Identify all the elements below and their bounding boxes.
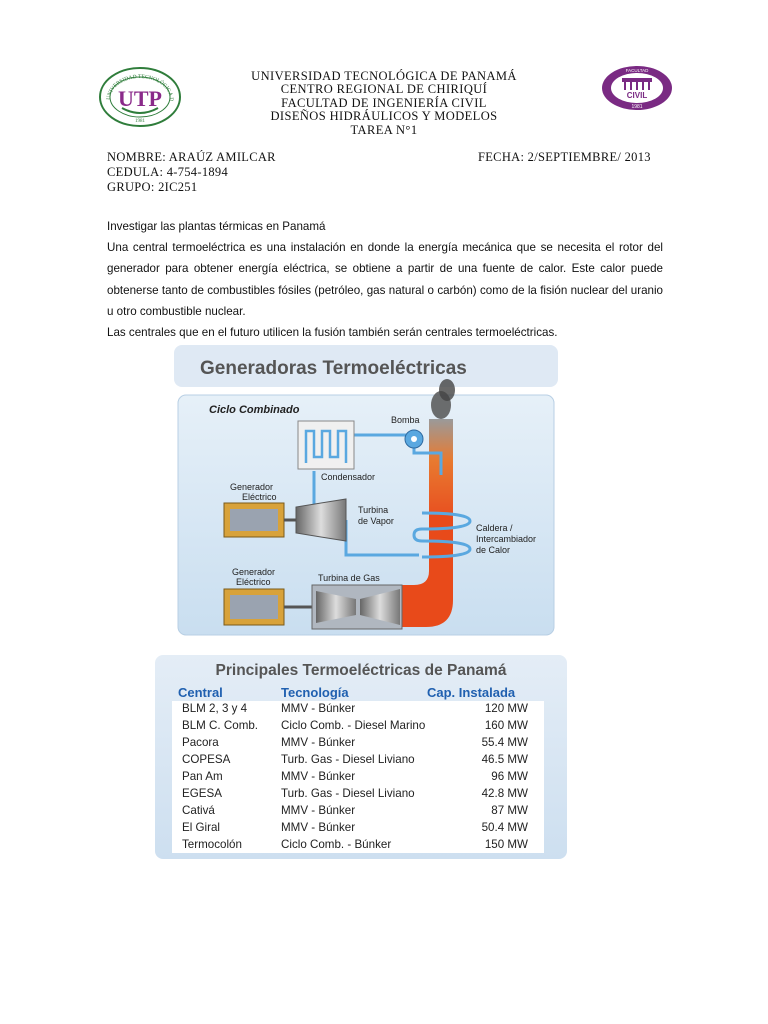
- cell-central: Pan Am: [182, 770, 223, 783]
- faculty: FACULTAD DE INGENIERÍA CIVIL: [281, 95, 487, 110]
- steam-turbine: [296, 499, 346, 541]
- cell-tecnologia: MMV - Búnker: [281, 770, 356, 783]
- column-header-capacidad: Cap. Instalada: [427, 685, 516, 700]
- cell-capacidad: 50.4 MW: [481, 821, 528, 834]
- civil-logo-top-text: FACULTAD: [625, 68, 649, 73]
- student-name: NOMBRE: ARAÚZ AMILCAR: [107, 150, 276, 164]
- cell-tecnologia: Turb. Gas - Diesel Liviano: [281, 753, 415, 766]
- table-row: [172, 735, 544, 752]
- column-header-central: Central: [178, 685, 223, 700]
- cell-tecnologia: MMV - Búnker: [281, 702, 356, 715]
- table-row: [172, 837, 544, 854]
- diagram-subtitle: Ciclo Combinado: [209, 404, 300, 416]
- cell-tecnologia: MMV - Búnker: [281, 804, 356, 817]
- cell-central: El Giral: [182, 821, 221, 834]
- cell-tecnologia: Turb. Gas - Diesel Liviano: [281, 787, 415, 800]
- label-turbina-gas: Turbina de Gas: [318, 573, 380, 583]
- cell-tecnologia: Ciclo Comb. - Búnker: [281, 838, 392, 851]
- utp-logo-letters: UTP: [118, 86, 162, 111]
- label-generador1-line2: Eléctrico: [242, 492, 277, 502]
- table-body: [172, 701, 544, 853]
- cell-tecnologia: Ciclo Comb. - Diesel Marino: [281, 719, 426, 732]
- table-row: [172, 820, 544, 837]
- civil-logo-word: CIVIL: [626, 91, 648, 100]
- assignment-date: FECHA: 2/SEPTIEMBRE/ 2013: [478, 150, 651, 164]
- cell-tecnologia: MMV - Búnker: [281, 821, 356, 834]
- cell-tecnologia: MMV - Búnker: [281, 736, 356, 749]
- combined-cycle-diagram: [174, 345, 558, 637]
- cell-capacidad: 150 MW: [484, 838, 528, 851]
- label-generador2-line1: Generador: [232, 567, 276, 577]
- cell-capacidad: 55.4 MW: [481, 736, 528, 749]
- assignment-number: TAREA N°1: [350, 122, 418, 137]
- label-bomba: Bomba: [391, 415, 420, 425]
- utp-logo-year: 1981: [135, 119, 145, 124]
- table-row: [172, 752, 544, 769]
- label-caldera-line3: de Calor: [476, 545, 511, 555]
- label-turbina-vapor-line2: de Vapor: [358, 516, 394, 526]
- cell-central: Pacora: [182, 736, 219, 749]
- student-group: GRUPO: 2IC251: [107, 180, 198, 194]
- utp-logo: [98, 66, 182, 128]
- cell-central: Cativá: [182, 804, 215, 817]
- label-generador1-line1: Generador: [230, 482, 274, 492]
- table-row: [172, 701, 544, 718]
- label-caldera-line1: Caldera /: [476, 523, 513, 533]
- utp-logo-arc-text: UNIVERSIDAD TECNOLÓGICA D: [105, 73, 175, 102]
- cell-central: BLM C. Comb.: [182, 719, 259, 732]
- cell-capacidad: 42.8 MW: [481, 787, 528, 800]
- definition-paragraph: Una central termoeléctrica es una instalación en donde la energía mecánica que se necesita el rotor del generador para obtener energía eléctrica, se obtiene a partir de una fuente de calor. Este calor puede obtenerse tanto de combustibles fósiles (petróleo, gas natural o carbón) como de la fisión nuclear del uranio u otro combustible nuclear.: [107, 241, 663, 318]
- table-row: [172, 769, 544, 786]
- student-id: CEDULA: 4-754-1894: [107, 165, 229, 179]
- table-title: Principales Termoeléctricas de Panamá: [215, 662, 507, 679]
- smoke-puff-icon: [439, 379, 455, 401]
- cell-capacidad: 46.5 MW: [481, 753, 528, 766]
- cell-capacidad: 120 MW: [484, 702, 528, 715]
- thermal-plants-table: [155, 655, 567, 859]
- civil-faculty-logo: [600, 64, 674, 112]
- cell-capacidad: 87 MW: [491, 804, 528, 817]
- cell-central: BLM 2, 3 y 4: [182, 702, 248, 715]
- cell-central: COPESA: [182, 753, 231, 766]
- label-generador2-line2: Eléctrico: [236, 577, 271, 587]
- assignment-prompt: Investigar las plantas térmicas en Panamá: [107, 220, 326, 233]
- civil-logo-year: 1981: [631, 104, 643, 110]
- cell-central: EGESA: [182, 787, 222, 800]
- column-header-tecnologia: Tecnología: [281, 685, 349, 700]
- future-note-paragraph: Las centrales que en el futuro utilicen la fusión también serán centrales termoeléctricas.: [107, 326, 558, 340]
- student-info: [107, 150, 276, 195]
- course-name: DISEÑOS HIDRÁULICOS Y MODELOS: [270, 109, 498, 124]
- cell-capacidad: 160 MW: [484, 719, 528, 732]
- document-header: [180, 70, 588, 137]
- table-row: [172, 786, 544, 803]
- label-condensador: Condensador: [321, 472, 376, 482]
- cell-capacidad: 96 MW: [491, 770, 528, 783]
- university-name: UNIVERSIDAD TECNOLÓGICA DE PANAMÁ: [251, 69, 517, 83]
- table-row: [172, 803, 544, 820]
- cell-central: Termocolón: [182, 838, 242, 851]
- label-turbina-vapor-line1: Turbina: [358, 505, 389, 515]
- label-caldera-line2: Intercambiador: [476, 534, 537, 544]
- body-text: [107, 216, 663, 343]
- diagram-title: Generadoras Termoeléctricas: [200, 358, 467, 379]
- table-row: [172, 718, 544, 735]
- regional-center: CENTRO REGIONAL DE CHIRIQUÍ: [280, 82, 488, 97]
